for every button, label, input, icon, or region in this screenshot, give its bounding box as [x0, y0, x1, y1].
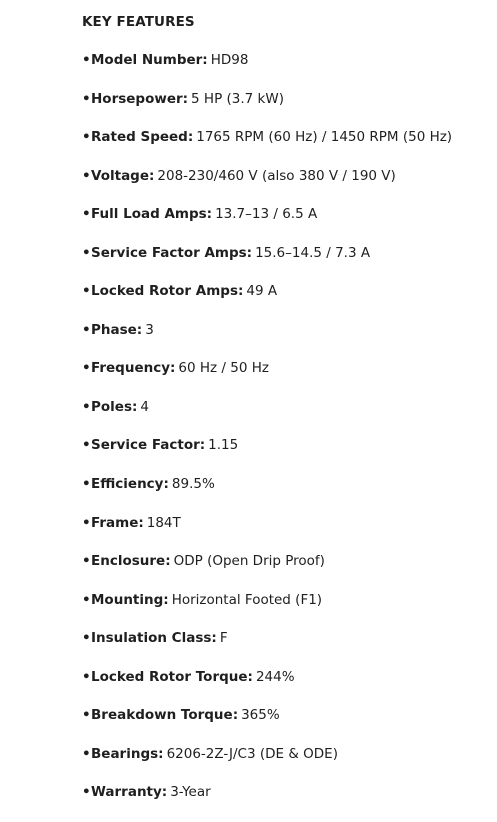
feature-label: Phase: — [91, 321, 143, 338]
bullet-icon: • — [82, 707, 91, 724]
feature-value: Horizontal Footed (F1) — [171, 591, 323, 608]
feature-value: 3-Year — [170, 784, 211, 801]
feature-value: 6206-2Z-J/C3 (DE & ODE) — [166, 745, 338, 762]
bullet-icon: • — [82, 553, 91, 570]
feature-item — [82, 629, 452, 668]
feature-label: Service Factor: — [91, 437, 206, 454]
feature-item — [82, 745, 452, 784]
feature-value: 365% — [241, 707, 280, 724]
feature-value: 3 — [145, 321, 154, 338]
feature-label: Full Load Amps: — [91, 206, 213, 223]
feature-value: 49 A — [246, 283, 278, 300]
feature-value: HD98 — [210, 52, 249, 68]
bullet-icon: • — [82, 668, 91, 685]
feature-value: 15.6–14.5 / 7.3 A — [255, 244, 371, 261]
feature-item — [82, 244, 452, 283]
bullet-icon: • — [82, 52, 91, 68]
bullet-icon: • — [82, 90, 91, 107]
feature-label: Insulation Class: — [91, 630, 217, 647]
bullet-icon: • — [82, 283, 91, 300]
feature-value: 208-230/460 V (also 380 V / 190 V) — [157, 167, 396, 184]
feature-label: Poles: — [91, 398, 138, 415]
bullet-icon: • — [82, 784, 91, 801]
feature-item — [82, 128, 452, 167]
feature-item — [82, 205, 452, 244]
feature-label: Locked Rotor Torque: — [91, 668, 253, 685]
feature-label: Frame: — [91, 514, 144, 531]
feature-label: Frequency: — [91, 360, 176, 377]
bullet-icon: • — [82, 476, 91, 493]
feature-label: Breakdown Torque: — [91, 707, 239, 724]
bullet-icon: • — [82, 398, 91, 415]
feature-value: 1765 RPM (60 Hz) / 1450 RPM (50 Hz) — [196, 129, 453, 146]
bullet-icon: • — [82, 630, 91, 647]
bullet-icon: • — [82, 360, 91, 377]
feature-label: Efficiency: — [91, 476, 169, 493]
feature-item — [82, 359, 452, 398]
feature-item — [82, 514, 452, 553]
feature-item — [82, 436, 452, 475]
feature-value: 1.15 — [208, 437, 239, 454]
feature-label: Model Number: — [91, 52, 208, 68]
feature-value: F — [219, 630, 228, 647]
bullet-icon: • — [82, 745, 91, 762]
feature-item — [82, 591, 452, 630]
feature-label: Warranty: — [91, 784, 168, 801]
feature-value: 244% — [255, 668, 295, 685]
feature-item — [82, 398, 452, 437]
bullet-icon: • — [82, 321, 91, 338]
feature-item — [82, 51, 452, 90]
feature-item — [82, 783, 452, 822]
feature-item — [82, 321, 452, 360]
feature-value: 13.7–13 / 6.5 A — [215, 206, 318, 223]
bullet-icon: • — [82, 514, 91, 531]
feature-item — [82, 282, 452, 321]
feature-value: 4 — [140, 398, 149, 415]
feature-label: Voltage: — [91, 167, 155, 184]
feature-label: Bearings: — [91, 745, 164, 762]
feature-item — [82, 706, 452, 745]
feature-value: 184T — [146, 514, 181, 531]
bullet-icon: • — [82, 591, 91, 608]
feature-value: 60 Hz / 50 Hz — [178, 360, 269, 377]
feature-label: Mounting: — [91, 591, 169, 608]
feature-label: Enclosure: — [91, 553, 171, 570]
feature-item — [82, 668, 452, 707]
feature-item — [82, 167, 452, 206]
bullet-icon: • — [82, 129, 91, 146]
feature-item — [82, 475, 452, 514]
features-list — [82, 51, 452, 822]
bullet-icon: • — [82, 206, 91, 223]
section-heading: KEY FEATURES — [82, 14, 195, 30]
bullet-icon: • — [82, 244, 91, 261]
feature-item — [82, 90, 452, 129]
bullet-icon: • — [82, 437, 91, 454]
feature-label: Locked Rotor Amps: — [91, 283, 244, 300]
feature-label: Rated Speed: — [91, 129, 194, 146]
feature-label: Service Factor Amps: — [91, 244, 253, 261]
bullet-icon: • — [82, 167, 91, 184]
feature-value: ODP (Open Drip Proof) — [173, 553, 325, 570]
feature-label: Horsepower: — [91, 90, 189, 107]
feature-value: 5 HP (3.7 kW) — [191, 90, 284, 107]
feature-value: 89.5% — [171, 476, 215, 493]
feature-item — [82, 552, 452, 591]
